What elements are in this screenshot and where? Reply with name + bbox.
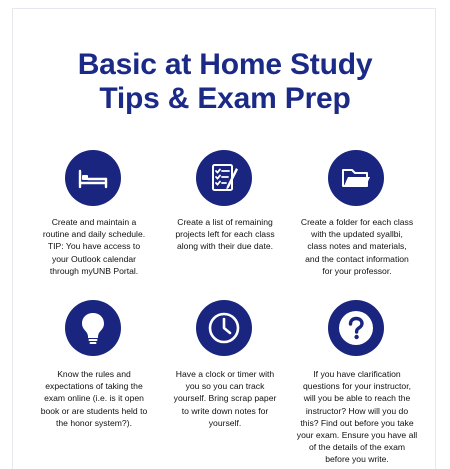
tip-project-list: Create a list of remaining projects left for each class along with their due date. — [175, 217, 275, 252]
clock-icon — [196, 300, 252, 356]
bed-icon — [65, 150, 121, 206]
tip-clock-timer: Have a clock or timer with you so you can track yourself. Bring scrap paper to write down notes for yourself. — [173, 369, 277, 428]
tip-exam-rules: Know the rules and expectations of taking the exam online (i.e. is it open book or are students held to the honor system?). — [40, 369, 148, 428]
question-mark-icon — [328, 300, 384, 356]
checklist-pencil-icon — [196, 150, 252, 206]
folder-icon — [328, 150, 384, 206]
page-title — [0, 48, 450, 116]
title-line-2: Tips & Exam Prep — [99, 82, 351, 115]
tip-routine-schedule: Create and maintain a routine and daily schedule. TIP: You have access to your Outlook calendar through myUNB Portal. — [42, 217, 146, 276]
tip-clarification: If you have clarification questions for your instructor, will you be able to reach the instructor? How will you do this? Find out before you take your exam. Ensure you have all of the details of the exam before you write. — [296, 369, 418, 465]
tip-class-folder: Create a folder for each class with the updated syallbi, class notes and materials, and the contact information for your professor. — [300, 217, 414, 276]
lightbulb-icon — [65, 300, 121, 356]
title-line-1: Basic at Home Study — [77, 48, 373, 81]
